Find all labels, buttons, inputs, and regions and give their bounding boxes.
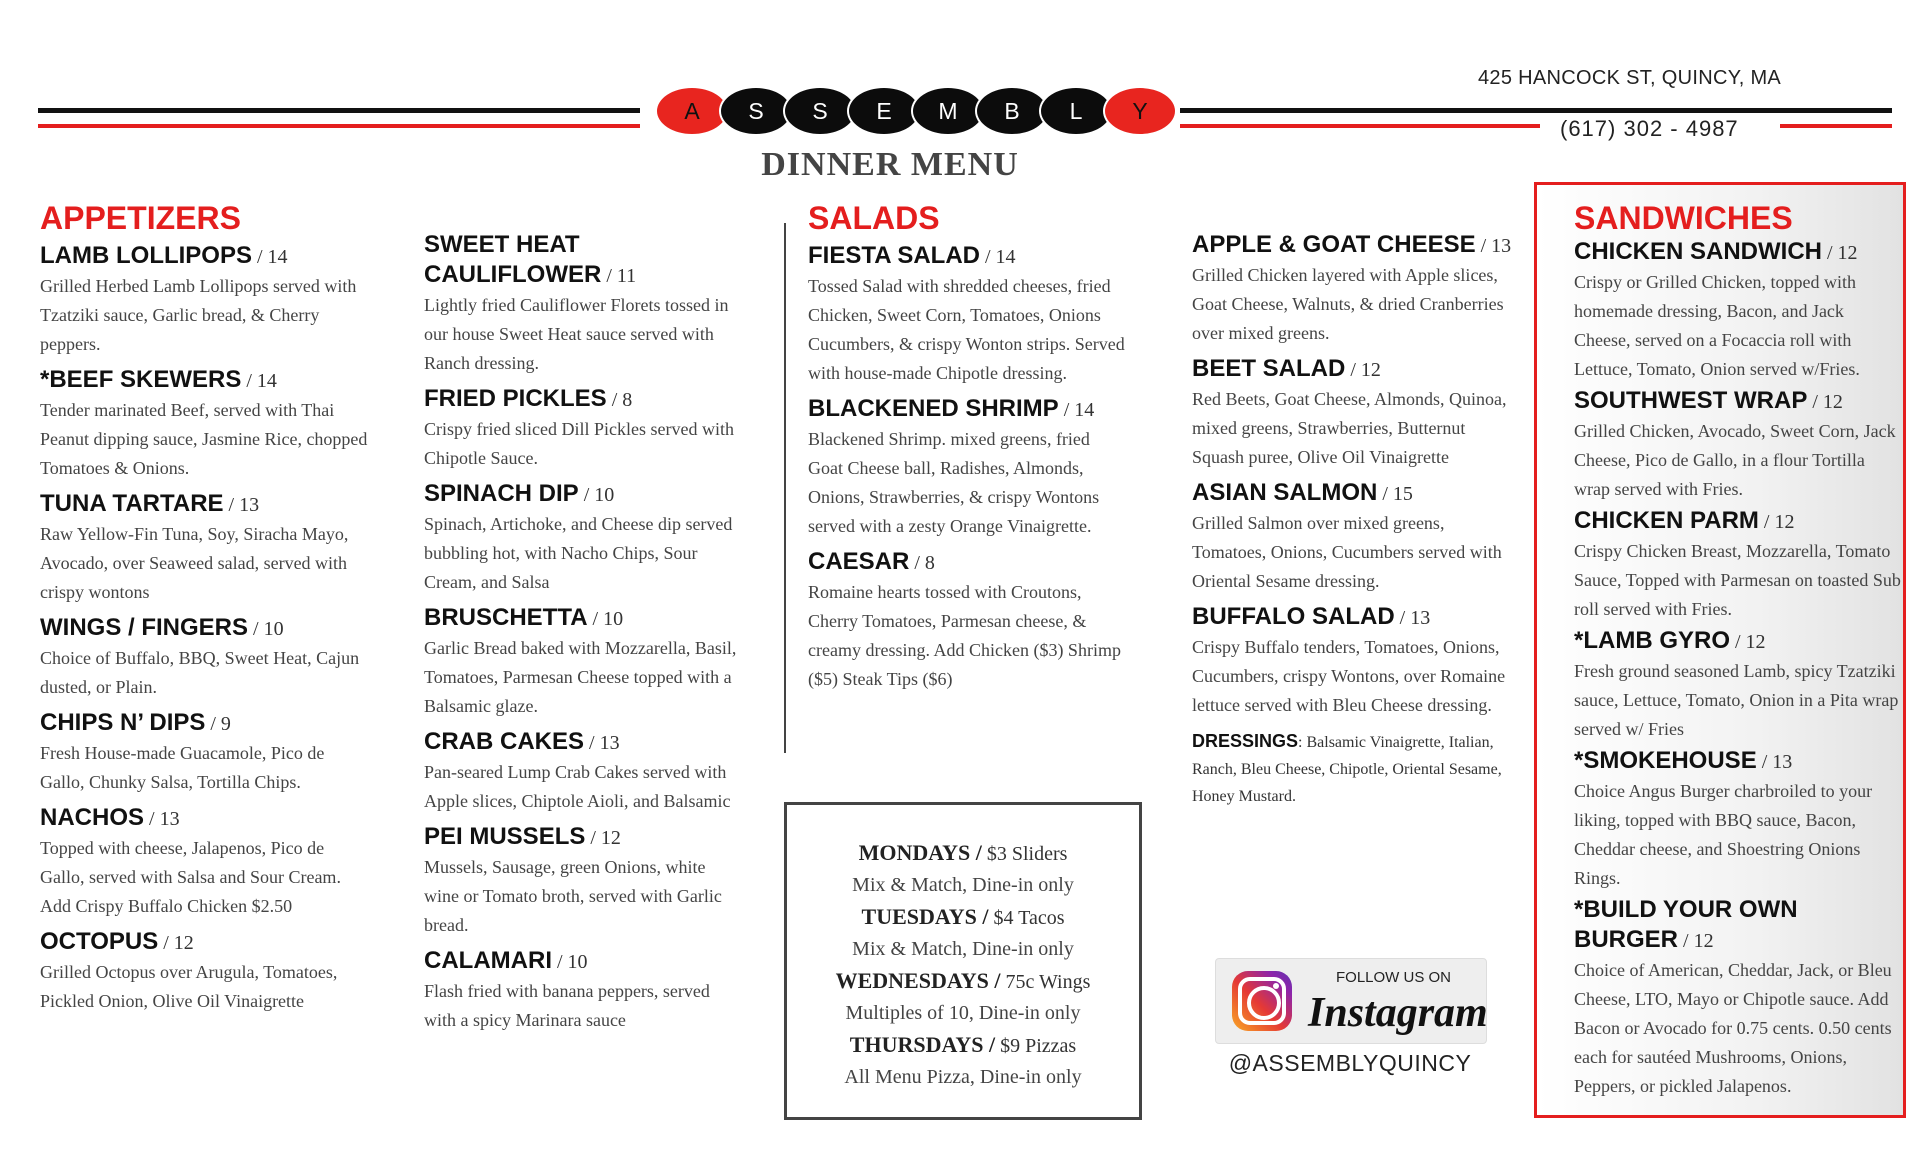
menu-item — [1192, 478, 1512, 596]
special-note: Mix & Match, Dine-in only — [852, 938, 1074, 960]
appetizers-column — [40, 200, 370, 1022]
item-description: Choice of American, Cheddar, Jack, or Bleu Cheese, LTO, Mayo or Chipotle sauce. Add Bacon or Avocado for 0.75 cents. 0.50 cents each for sautéed Mushrooms, Onions, Peppers, or pickled Jalapenos. — [1574, 960, 1892, 1096]
special-deal: 75c Wings — [1000, 971, 1091, 993]
dressings-label: DRESSINGS — [1192, 731, 1299, 751]
header-rule-right — [1180, 108, 1892, 113]
special-entry — [787, 1029, 1139, 1093]
menu-item — [1574, 506, 1904, 624]
special-day: MONDAYS / — [858, 840, 982, 865]
menu-item — [1574, 237, 1904, 384]
menu-item — [40, 613, 370, 702]
logo-letter: L — [1039, 86, 1113, 136]
instagram-handle[interactable]: @ASSEMBLYQUINCY — [1228, 1050, 1472, 1076]
item-description: Red Beets, Goat Cheese, Almonds, Quinoa, mixed greens, Strawberries, Butternut Squash puree, Olive Oil Vinaigrette — [1192, 389, 1507, 467]
item-description: Garlic Bread baked with Mozzarella, Basil, Tomatoes, Parmesan Cheese topped with a Balsamic glaze. — [424, 638, 737, 716]
item-name: *LAMB GYRO — [1574, 627, 1730, 654]
item-name: FRIED PICKLES — [424, 385, 607, 412]
item-price: / 12 — [1807, 391, 1843, 413]
assembly-logo — [655, 86, 1167, 136]
item-description: Fresh ground seasoned Lamb, spicy Tzatziki sauce, Lettuce, Tomato, Onion in a Pita wrap served w/ Fries — [1574, 661, 1899, 739]
item-description: Tossed Salad with shredded cheeses, fried Chicken, Sweet Corn, Tomatoes, Onions Cucumbers, & crispy Wonton strips. Served with house-made Chipotle dressing. — [808, 276, 1125, 383]
menu-item — [1192, 354, 1512, 472]
special-day: THURSDAYS / — [849, 1032, 996, 1057]
item-price: / 15 — [1377, 483, 1413, 505]
item-price: / 14 — [980, 246, 1016, 268]
dressings-text: : Balsamic Vinaigrette, Italian, Ranch, Bleu Cheese, Chipotle, Oriental Sesame, Honey Mustard. — [1192, 734, 1502, 805]
item-description: Grilled Chicken, Avocado, Sweet Corn, Jack Cheese, Pico de Gallo, in a flour Tortilla wrap served with Fries. — [1574, 421, 1896, 499]
item-description: Grilled Salmon over mixed greens, Tomatoes, Onions, Cucumbers served with Oriental Sesame dressing. — [1192, 513, 1502, 591]
logo-letter: S — [783, 86, 857, 136]
header-rule-right-red — [1180, 124, 1540, 128]
item-name: PEI MUSSELS — [424, 823, 586, 850]
menu-item — [40, 241, 370, 359]
menu-item — [808, 394, 1128, 541]
special-deal: $4 Tacos — [988, 907, 1065, 929]
logo-letter: Y — [1103, 86, 1177, 136]
item-description: Grilled Octopus over Arugula, Tomatoes, Pickled Onion, Olive Oil Vinaigrette — [40, 962, 338, 1011]
item-name: NACHOS — [40, 804, 145, 831]
menu-item — [424, 727, 744, 816]
column-divider — [784, 223, 786, 753]
dressings-list — [1192, 728, 1512, 810]
logo-letter: B — [975, 86, 1049, 136]
special-note: Multiples of 10, Dine-in only — [845, 1002, 1081, 1024]
menu-item — [424, 479, 744, 597]
menu-item — [1192, 602, 1512, 720]
item-name: CALAMARI — [424, 947, 552, 974]
logo-letter: A — [655, 86, 729, 136]
appetizers-column-2 — [424, 230, 744, 1041]
special-note: Mix & Match, Dine-in only — [852, 874, 1074, 896]
item-price: / 12 — [1678, 930, 1714, 952]
menu-item — [40, 927, 370, 1016]
item-price: / 10 — [248, 618, 284, 640]
item-description: Choice Angus Burger charbroiled to your liking, topped with BBQ sauce, Bacon, Cheddar cheese, and Shoestring Onions Rings. — [1574, 781, 1873, 888]
menu-item — [424, 384, 744, 473]
item-name: LAMB LOLLIPOPS — [40, 242, 252, 269]
menu-item — [1192, 230, 1512, 348]
special-day: WEDNESDAYS / — [835, 968, 1001, 993]
item-price: / 13 — [1756, 751, 1793, 773]
special-deal: $9 Pizzas — [995, 1035, 1077, 1057]
item-price: / 10 — [587, 608, 624, 630]
item-name: BRUSCHETTA — [424, 604, 588, 631]
menu-item — [1574, 626, 1904, 744]
section-title-salads: SALADS — [808, 200, 940, 236]
item-description: Raw Yellow-Fin Tuna, Soy, Siracha Mayo, Avocado, over Seaweed salad, served with crispy wontons — [40, 524, 349, 602]
item-description: Mussels, Sausage, green Onions, white wine or Tomato broth, served with Garlic bread. — [424, 857, 722, 935]
item-description: Grilled Chicken layered with Apple slices, Goat Cheese, Walnuts, & dried Cranberries over mixed greens. — [1192, 265, 1504, 343]
item-name: *SMOKEHOUSE — [1574, 747, 1757, 774]
special-note: All Menu Pizza, Dine-in only — [844, 1066, 1082, 1088]
item-price: / 13 — [144, 808, 180, 830]
menu-item — [424, 603, 744, 721]
item-price: / 13 — [223, 494, 260, 516]
item-price: / 13 — [1475, 235, 1512, 257]
item-description: Blackened Shrimp. mixed greens, fried Goat Cheese ball, Radishes, Almonds, Onions, Strawberries, & crispy Wontons served with a zesty Orange Vinaigrette. — [808, 429, 1100, 536]
item-price: / 12 — [1822, 242, 1858, 264]
menu-item — [1574, 895, 1904, 1101]
menu-item — [1574, 386, 1904, 504]
item-price: / 8 — [909, 552, 935, 574]
weekly-specials-box — [784, 802, 1142, 1120]
item-price: / 8 — [606, 389, 633, 411]
logo-letter: M — [911, 86, 985, 136]
item-price: / 13 — [1394, 607, 1431, 629]
address: 425 HANCOCK ST, QUINCY, MA — [1478, 67, 1782, 89]
item-price: / 12 — [585, 827, 621, 849]
instagram-wordmark: Instagram — [1308, 990, 1488, 1036]
special-entry — [787, 901, 1139, 965]
salads-column — [808, 200, 1128, 700]
item-price: / 9 — [205, 713, 231, 735]
logo-letter: E — [847, 86, 921, 136]
menu-item — [40, 803, 370, 921]
item-name: BLACKENED SHRIMP — [808, 395, 1059, 422]
item-description: Tender marinated Beef, served with Thai Peanut dipping sauce, Jasmine Rice, chopped Tomatoes & Onions. — [40, 400, 368, 478]
item-description: Choice of Buffalo, BBQ, Sweet Heat, Cajun dusted, or Plain. — [40, 648, 360, 697]
menu-item — [40, 708, 370, 797]
item-price: / 11 — [601, 265, 637, 287]
item-description: Crispy fried sliced Dill Pickles served with Chipotle Sauce. — [424, 419, 734, 468]
item-price: / 12 — [1758, 511, 1795, 533]
header-rule-right-red-2 — [1780, 124, 1892, 128]
item-name: WINGS / FINGERS — [40, 614, 249, 641]
item-description: Topped with cheese, Jalapenos, Pico de Gallo, served with Salsa and Sour Cream. Add Crispy Buffalo Chicken $2.50 — [40, 838, 341, 916]
special-entry — [787, 965, 1139, 1029]
logo-letter: S — [719, 86, 793, 136]
item-price: / 12 — [158, 932, 194, 954]
item-price: / 12 — [1730, 631, 1766, 653]
item-name: SPINACH DIP — [424, 480, 579, 507]
item-price: / 10 — [551, 951, 588, 973]
menu-item — [808, 241, 1128, 388]
special-deal: $3 Sliders — [981, 843, 1068, 865]
item-price: / 14 — [241, 370, 277, 392]
item-description: Spinach, Artichoke, and Cheese dip served bubbling hot, with Nacho Chips, Sour Cream, and Salsa — [424, 514, 733, 592]
item-description: Crispy Chicken Breast, Mozzarella, Tomato Sauce, Topped with Parmesan on toasted Sub roll served with Fries. — [1574, 541, 1901, 619]
item-price: / 10 — [578, 484, 615, 506]
instagram-icon — [1232, 971, 1292, 1031]
item-name: SWEET HEAT CAULIFLOWER — [424, 231, 602, 288]
menu-item — [424, 230, 744, 378]
special-entry — [787, 837, 1139, 901]
follow-us-label: FOLLOW US ON — [1336, 969, 1452, 986]
menu-item — [40, 365, 370, 483]
section-title-sandwiches: SANDWICHES — [1574, 200, 1793, 236]
menu-item — [1574, 746, 1904, 893]
item-name: CRAB CAKES — [424, 728, 585, 755]
phone-number: (617) 302 - 4987 — [1560, 116, 1739, 141]
item-name: CHIPS N’ DIPS — [40, 709, 206, 736]
item-name: BUFFALO SALAD — [1192, 603, 1395, 630]
item-name: BEET SALAD — [1192, 355, 1346, 382]
item-name: *BEEF SKEWERS — [40, 366, 242, 393]
instagram-badge[interactable] — [1215, 958, 1487, 1044]
item-name: ASIAN SALMON — [1192, 479, 1378, 506]
menu-title: DINNER MENU — [761, 146, 1019, 183]
menu-item — [808, 547, 1128, 694]
item-description: Romaine hearts tossed with Croutons, Cherry Tomatoes, Parmesan cheese, & creamy dressing. Add Chicken ($3) Shrimp ($5) Steak Tips ($6) — [808, 582, 1121, 689]
item-name: CHICKEN SANDWICH — [1574, 238, 1822, 265]
item-name: FIESTA SALAD — [808, 242, 980, 269]
item-description: Fresh House-made Guacamole, Pico de Gallo, Chunky Salsa, Tortilla Chips. — [40, 743, 325, 792]
item-name: *BUILD YOUR OWN BURGER — [1574, 896, 1798, 953]
menu-item — [40, 489, 370, 607]
item-name: CHICKEN PARM — [1574, 507, 1759, 534]
item-name: SOUTHWEST WRAP — [1574, 387, 1808, 414]
special-day: TUESDAYS / — [861, 904, 989, 929]
item-price: / 12 — [1345, 359, 1381, 381]
header-rule-left-red — [38, 124, 640, 128]
item-name: TUNA TARTARE — [40, 490, 224, 517]
item-description: Lightly fried Cauliflower Florets tossed in our house Sweet Heat sauce served with Ranch dressing. — [424, 295, 729, 373]
item-description: Flash fried with banana peppers, served with a spicy Marinara sauce — [424, 981, 710, 1030]
section-title-appetizers: APPETIZERS — [40, 200, 241, 236]
item-price: / 14 — [252, 246, 288, 268]
menu-item — [424, 822, 744, 940]
item-description: Grilled Herbed Lamb Lollipops served with Tzatziki sauce, Garlic bread, & Cherry peppers. — [40, 276, 357, 354]
item-price: / 13 — [584, 732, 620, 754]
sandwiches-column — [1574, 200, 1904, 1103]
item-name: CAESAR — [808, 548, 910, 575]
item-description: Pan-seared Lump Crab Cakes served with Apple slices, Chiptole Aioli, and Balsamic — [424, 762, 731, 811]
menu-item — [424, 946, 744, 1035]
salads-column-2 — [1192, 230, 1512, 810]
item-description: Crispy Buffalo tenders, Tomatoes, Onions, Cucumbers, crispy Wontons, over Romaine lettuce served with Bleu Cheese dressing. — [1192, 637, 1506, 715]
item-price: / 14 — [1058, 399, 1095, 421]
item-name: APPLE & GOAT CHEESE — [1192, 231, 1476, 258]
item-name: OCTOPUS — [40, 928, 159, 955]
header-rule-left — [38, 108, 640, 113]
item-description: Crispy or Grilled Chicken, topped with homemade dressing, Bacon, and Jack Cheese, served on a Focaccia roll with Lettuce, Tomato, Onion served w/Fries. — [1574, 272, 1860, 379]
